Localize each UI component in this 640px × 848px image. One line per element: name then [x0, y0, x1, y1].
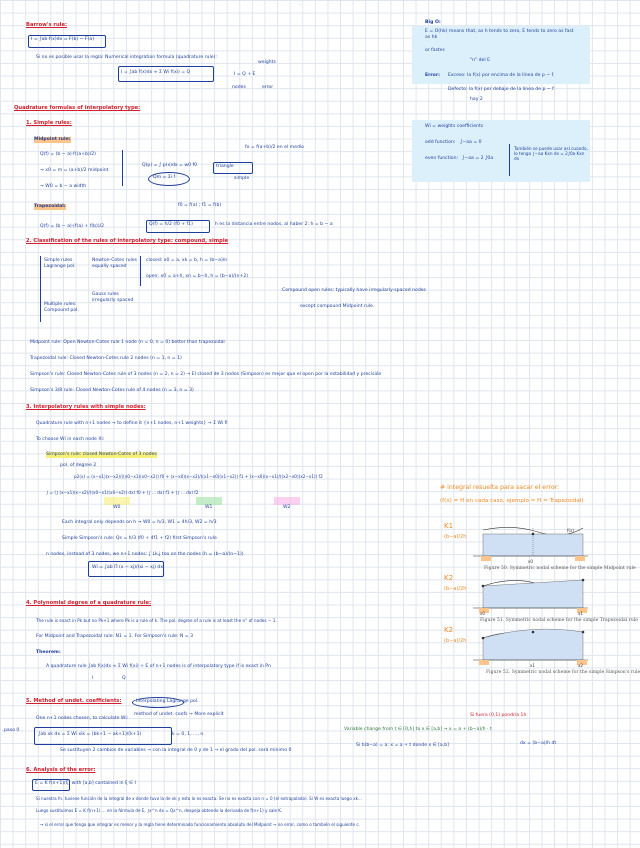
quad-types-title: Quadrature formulas of interpolatory type:	[14, 105, 141, 111]
figure-trapezoidal	[443, 572, 593, 618]
figure3-x1: x1	[530, 663, 535, 668]
quadrature-nodes-label: nodes	[232, 85, 246, 90]
classification-gauss: Gauss rules irregularly spaced	[92, 292, 134, 303]
classification-closed: closed: x0 = a, xk = b, h = (b−a)/n	[146, 258, 228, 263]
figure3-caption: Figure 52. Symmetric nodal scheme for the simple Simpson's rule	[486, 670, 640, 675]
midpoint-triangle: triangle	[216, 164, 234, 169]
orange-note-title: # integral resuelta para sacar el error:	[440, 484, 560, 491]
panel-even-formula: ∫−aa = 2 ∫0a	[462, 156, 494, 161]
panel-big-o-note: "n" del E	[470, 58, 490, 63]
midpoint-oval-text: Qm = Σi f	[153, 175, 176, 180]
error-formula: E = K f(n+1)(ξ) with [a,b] contained in ξ ∈ I	[35, 781, 136, 786]
simpson-weights: Each integral only depends on h → W0 = h/3, W1 = 4h/3, W2 = h/3	[62, 520, 217, 525]
simpson-p2: p2(x) = (x−x1)(x−x2)/((x0−x1)(x0−x2)) f0 + (x−x0)(x−x2)/((x1−x0)(x1−x2)) f1 + (x−x0)(x−x1)/((x2−x0)(x2−x1)) f2	[74, 474, 323, 479]
figure1-frac: (b−a)/2h	[444, 534, 467, 540]
interp-choose: To choose Wi in each node Xi:	[36, 437, 105, 442]
simpson-subtitle: Simpson's rule: closed Newton-Cotes of 3 nodes	[46, 452, 157, 457]
classification-compound: Compound open rules: typically have irregularly-spaced nodes	[282, 288, 426, 293]
quadrature-error-label: error	[262, 85, 274, 90]
theorem-label: Theorem:	[36, 650, 61, 655]
classification-newton: Newton-Cotes rules equally spaced	[92, 258, 137, 269]
poly-degree-title: 4. Polynomial degree of a quadrature rule:	[26, 600, 152, 606]
bullet-midpoint: Midpoint rule: Open Newton-Cotes rule 1 node (n = 0, n = 0) better than trapezoidal	[30, 340, 225, 345]
figure3-x2: x2	[578, 663, 583, 668]
top-dot: .	[299, 2, 301, 7]
theorem-q: Q	[122, 676, 126, 681]
barrow-note: Si no es posible usar la regla: Numerical integration formula (quadrature rule):	[36, 55, 217, 60]
poly-degree-text: The rule is exact in Pk but no Pk+1 where Pk is a rule of k. The pol. degree of a rule is at least the n° of nodes − 1.	[36, 618, 277, 623]
orange-note-sub: (f(x) = H en cada caso, ejemplo = H = Trapezoidal)	[440, 498, 584, 504]
panel-error-exceso: Exceso: la f(x) por encima de la línea de p − f.	[448, 73, 555, 78]
midpoint-simple: simple	[234, 176, 250, 181]
undet-substitution: Se sustituyen 2 cambios de variables → con la integral de 0 y de 1 → el grado del pol. será mínimo 0	[60, 748, 292, 753]
poly-degree-n: For Midpoint and Trapezoidal rule: N1 = 1. For Simpson's rule: N = 3	[36, 634, 193, 639]
simpson-w2-hl	[274, 497, 300, 505]
panel-error-title: Error:	[425, 73, 440, 78]
classification-title: 2. Classification of the rules of interpolatory type: compound, simple	[26, 238, 229, 244]
bullet-simpson: Simpson's rule: Closed Newton-Cotes rule of 3 nodes (n = 2, n = 2) → El closed de 3 nodos (Simpson) es mejor que el open por la estabilidad y precisión	[30, 372, 382, 377]
variable-note: Si fuera (0,1) pondría 1h	[470, 713, 527, 718]
figure-midpoint	[443, 520, 593, 566]
midpoint-title: Midpoint rule:	[34, 137, 71, 142]
undet-side-label: paso 0	[4, 728, 20, 733]
undet-text: One n+1 nodes chosen, to calculate Wi:	[36, 716, 129, 721]
figure3-k: K2	[444, 626, 454, 634]
midpoint-weight: → W0 = b − a width	[40, 184, 87, 189]
midpoint-node: → x0 = m = (a+b)/2 midpoint	[40, 168, 109, 173]
simpson-w1-label: W1	[205, 505, 213, 510]
figure1-x0: x0	[528, 559, 533, 564]
variable-change: Variable change from t ∈ [0,h] to x ∈ [a,b] → x = a + (b−a)/h · t	[344, 727, 492, 732]
error-midpoint: → si el error que tengo que integrar es menor y la regla tiene determinado funcionamiento absoluto del Midpoint → no error, como o también el siguiente c.	[40, 822, 360, 827]
figure1-caption: Figure 50. Symmetric nodal scheme for the simple Midpoint rule	[484, 566, 636, 571]
simpson-pol-degree: pol. of degree 2	[60, 463, 97, 468]
error-substitute: Luego sustituimos E = K f(n+1) ... en la fórmula de E, ∫x^n dx = Qx^n, despeja obtendo la derivada de f(n+1) y sale K.	[36, 808, 283, 813]
classification-multiple: Multiple rules: Compound pol.	[44, 302, 79, 313]
lagrange-label: Interpolating Lagrange pol.	[136, 699, 199, 704]
classification-open: open: x0 = a+h, xn = b−h, h = (b−a)/(n+2)	[146, 274, 249, 279]
undet-method: method of undet. coefs → More explicit	[134, 712, 224, 717]
variable-alt: Si h(b−a) = a: x = a + t donde x ∈ [a,b]	[356, 743, 449, 748]
trapezoidal-nodes: f0 = f(a) ; f1 = f(b)	[178, 203, 222, 208]
undet-formula: ∫ab xk dx = Σ Wi xik = (bk+1 − ak+1)/(k+1)	[38, 732, 142, 737]
classification-brace	[40, 256, 43, 322]
simpson-w1-hl	[196, 497, 222, 505]
quadrature-identity: I = Q + E	[234, 72, 256, 77]
panel-even-label: even function:	[425, 156, 459, 161]
simple-rules-title: 1. Simple rules:	[26, 120, 72, 126]
panel-brace	[509, 144, 513, 176]
trapezoidal-h-note: h es la distancia entre nodos, al haber 2: h = b − a	[215, 222, 333, 227]
simpson-integral: ∫ = (∫ (x−x1)(x−x2)/((x0−x1)(x0−x2)) dx) f0 + (∫ ... dx) f1 + (∫ ... dx) f2	[46, 490, 199, 495]
error-title: 6. Analysis of the error:	[26, 767, 96, 773]
classification-newton-brace	[140, 256, 143, 286]
figure-simpson	[443, 624, 593, 670]
figure1-k: K1	[444, 522, 454, 530]
theorem-text: A quadrature rule ∫ab f(x)dx ≈ Σ Wi f(xi) + E of n+1 nodes is of interpolatory type if is exact in Pn	[46, 664, 271, 669]
panel-error-hay: hay 2	[470, 97, 483, 102]
trapezoidal-formula: Q(f) = (b − a)·(f(a) + f(b))/2	[40, 224, 105, 229]
simpson-w2-label: W2	[283, 505, 291, 510]
classification-except: except compound Midpoint rule.	[300, 304, 375, 309]
panel-even-note: También se puede usar así cuando, lo tengo ∫−aa Kxn dx = 2∫0a Kxn dx	[514, 146, 588, 162]
midpoint-poly: Q(p) = ∫ p(x)dx = w0 f0	[142, 163, 198, 168]
barrow-formula: I = ∫ab f(x)dx = F(b) − F(a)	[31, 37, 94, 42]
bullet-simpson-38: Simpson's 3/8 rule: Closed Newton-Cotes rule of 4 nodes (n = 3, n = 3)	[30, 388, 194, 393]
weights-formula: Wi = ∫ab Π (x − xj)/(xi − xj) dx	[92, 565, 164, 570]
bullet-trapezoidal: Trapezoidal rule: Closed Newton-Cotes rule 2 nodes (n = 1, n = 1)	[30, 356, 182, 361]
interp-quadrature: Quadrature rule with n+1 nodes → to define it {n+1 nodes, n+1 weights} → Σ Wi fi	[36, 421, 228, 426]
panel-big-o-title: Big O:	[425, 20, 441, 25]
trapezoidal-simple: Q(f) = h/2 (f0 + f1)	[149, 222, 193, 227]
panel-odd-formula: ∫−aa = 0	[460, 140, 482, 145]
midpoint-formula: Q(f) = (b − a)·f((a+b)/2)	[40, 152, 96, 157]
undet-title: 5. Method of undet. coefficients:	[26, 698, 122, 704]
figure2-x1: x1	[578, 611, 583, 616]
quadrature-weights-label: weights	[258, 60, 276, 65]
trapezoidal-title: Trapezoidal:	[34, 204, 66, 209]
figure2-frac: (b−a)/2h	[444, 586, 467, 592]
simpson-w0-label: W0	[113, 505, 121, 510]
midpoint-brace	[122, 150, 125, 186]
figure2-x0: x0	[480, 611, 485, 616]
quadrature-formula: I = ∫ab f(x)dx ≈ Σ Wi f(xi) = Q	[121, 70, 191, 75]
variable-dx: dx = (b−a)/h dt	[520, 741, 557, 746]
barrow-title: Barrow's rule:	[26, 22, 68, 28]
panel-big-o-text: E = O(hk) means that, as h tends to zero, E tends to zero as fast as hk	[425, 29, 574, 40]
panel-big-o-faster: or faster.	[425, 48, 446, 53]
error-explanation: Si nuestra fn. tuviese función de la integral de x donde tuvo la de xk y esto lo es exacta. Se no es exacta con n = 0 (el extrapolado). Si W es exacta luego xk...	[36, 796, 362, 801]
simpson-w0-hl	[104, 497, 130, 505]
figure2-k: K2	[444, 574, 454, 582]
midpoint-center-note: fo = f(a+b)/2 en el medio	[245, 145, 304, 150]
figure2-caption: Figure 51. Symmetric nodal scheme for the simple Trapezoidal rule	[480, 618, 639, 623]
interp-title: 3. Interpolatory rules with simple nodes:	[26, 404, 146, 410]
classification-simple: Simple rules Lagrange pol.	[44, 258, 76, 269]
panel-error-defecto: Defecto: la f(x) por debajo de la línea de p − f.	[448, 87, 555, 92]
undet-k: k = 0, 1, ..., n	[172, 732, 204, 737]
figure3-frac: (b−a)/2h	[444, 638, 467, 644]
panel-weights: Wi = weights coefficients	[425, 124, 484, 129]
panel-odd-label: odd function:	[425, 140, 456, 145]
theorem-i: I	[92, 676, 94, 681]
simpson-simple: Simple Simpson's rule: Qs = h/3 (f0 + 4f1 + f2) first Simpson's rule	[62, 536, 217, 541]
figure1-fx: f(x)	[567, 528, 574, 533]
simpson-n-nodes: n nodes, instead of 3 nodes, we n+1 nodes: ∫ Lk,j too on the nodes (h = (b−a)/(n−1))	[46, 552, 244, 557]
